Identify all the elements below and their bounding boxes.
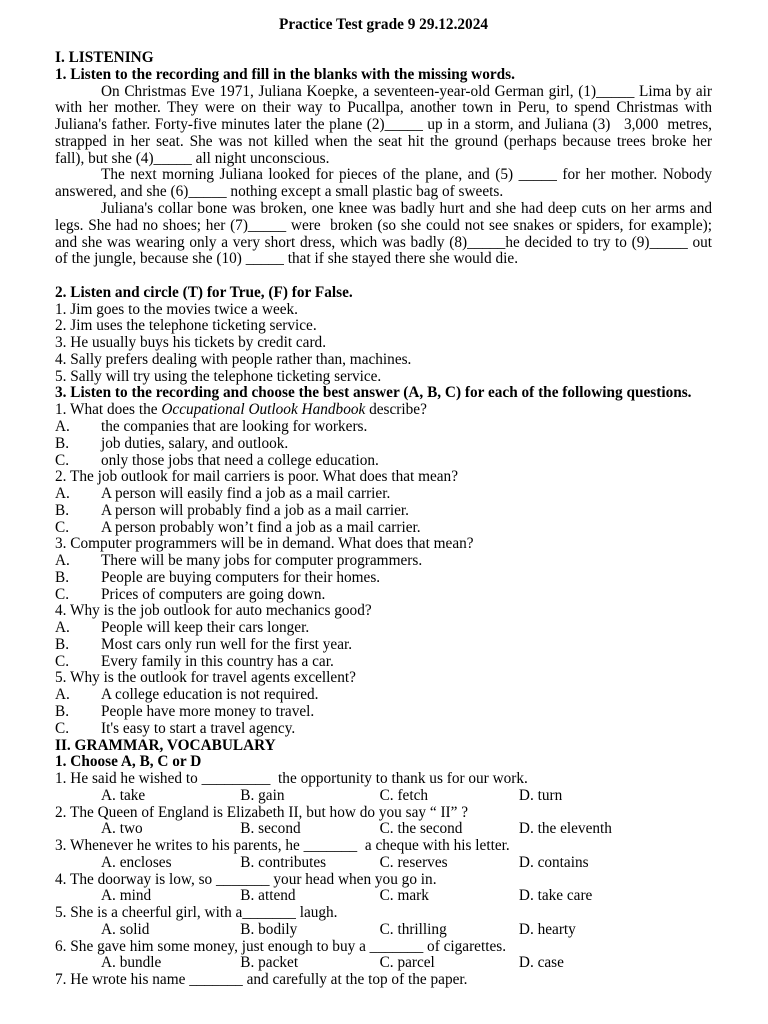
- option-text: Most cars only run well for the first year.: [101, 635, 353, 653]
- page-title: Practice Test grade 9 29.12.2024: [278, 15, 489, 33]
- option-b: B. gain: [240, 786, 285, 804]
- question-stem: 2. The job outlook for mail carriers is poor. What does that mean?: [55, 468, 458, 486]
- question-stem: 6. She gave him some money, just enough to buy a _______ of cigarettes.: [55, 937, 507, 955]
- option-label: A.: [55, 417, 70, 435]
- option-b: B. bodily: [240, 920, 298, 938]
- option-text: A person probably won’t find a job as a mail carrier.: [101, 518, 421, 536]
- question-stem: 1. He said he wished to _________ the opportunity to thank us for our work.: [55, 770, 528, 788]
- option-d: D. hearty: [518, 920, 576, 938]
- option-text: People are buying computers for their homes.: [101, 568, 381, 586]
- passage-paragraph: [55, 84, 712, 168]
- option-b: B. second: [240, 820, 301, 838]
- option-text: job duties, salary, and outlook.: [101, 434, 289, 452]
- paragraph-line: Juliana's father. Forty-five minutes later the plane (2)_____ up in a storm, and Juliana (3) 3,000 metres,: [55, 116, 712, 134]
- answer-option: [55, 436, 712, 453]
- option-label: B.: [55, 702, 70, 720]
- passage-paragraph: [55, 201, 712, 268]
- option-d: D. take care: [518, 887, 593, 905]
- options-row: [55, 821, 712, 838]
- option-c: C. reserves: [379, 853, 448, 871]
- answer-option: [55, 503, 712, 520]
- option-label: C.: [55, 585, 70, 603]
- options-row: [55, 788, 712, 805]
- option-a: A. encloses: [101, 853, 172, 871]
- option-label: B.: [55, 635, 70, 653]
- answer-option: [55, 553, 712, 570]
- option-label: C.: [55, 719, 70, 737]
- answer-option: [55, 721, 712, 738]
- paragraph-line: and she was wearing only a very short dress, which was badly (8)_____he decided to try to (9)_____ out: [55, 233, 712, 251]
- options-row: [55, 922, 712, 939]
- option-c: C. thrilling: [379, 920, 447, 938]
- option-text: There will be many jobs for computer programmers.: [101, 552, 423, 570]
- statement: 3. He usually buys his tickets by credit card.: [55, 334, 327, 352]
- option-text: It's easy to start a travel agency.: [101, 719, 296, 737]
- option-label: A.: [55, 552, 70, 570]
- option-text: A college education is not required.: [101, 686, 319, 704]
- statement: 4. Sally prefers dealing with people rather than, machines.: [55, 350, 412, 368]
- stem-text-end: describe?: [365, 401, 427, 419]
- answer-option: [55, 654, 712, 671]
- option-text: the companies that are looking for workers.: [101, 417, 368, 435]
- option-a: A. two: [101, 820, 143, 838]
- option-text: A person will easily find a job as a mail carrier.: [101, 485, 391, 503]
- option-d: D. turn: [518, 786, 563, 804]
- option-c: C. the second: [379, 820, 463, 838]
- question-stem: 4. The doorway is low, so _______ your head when you go in.: [55, 870, 437, 888]
- question-stem: 4. Why is the job outlook for auto mechanics good?: [55, 602, 372, 620]
- question-stem: [55, 402, 712, 419]
- option-a: A. mind: [101, 887, 152, 905]
- option-d: D. contains: [518, 853, 589, 871]
- options-row: [55, 955, 712, 972]
- option-label: B.: [55, 434, 70, 452]
- question-stem: 2. The Queen of England is Elizabeth II, but how do you say “ II” ?: [55, 803, 469, 821]
- option-label: C.: [55, 652, 70, 670]
- blank-line: [55, 33, 712, 50]
- option-text: People will keep their cars longer.: [101, 619, 310, 637]
- answer-option: [55, 486, 712, 503]
- statement: 2. Jim uses the telephone ticketing service.: [55, 317, 317, 335]
- section-heading-grammar: II. GRAMMAR, VOCABULARY: [55, 736, 276, 754]
- answer-option: [55, 570, 712, 587]
- option-b: B. contributes: [240, 853, 327, 871]
- option-c: C. mark: [379, 887, 429, 905]
- option-c: C. parcel: [379, 954, 435, 972]
- question-stem: 5. Why is the outlook for travel agents excellent?: [55, 669, 356, 687]
- paragraph-line: fall), but she (4)_____ all night unconscious.: [55, 149, 330, 167]
- option-label: C.: [55, 518, 70, 536]
- option-d: D. the eleventh: [518, 820, 612, 838]
- option-text: People have more money to travel.: [101, 702, 315, 720]
- statement: 1. Jim goes to the movies twice a week.: [55, 300, 298, 318]
- question-stem: 3. Computer programmers will be in demand. What does that mean?: [55, 535, 474, 553]
- option-label: B.: [55, 568, 70, 586]
- paragraph-line: strapped in her seat. She was not killed when the seat hit the ground (perhaps because trees broke her: [55, 132, 712, 150]
- answer-option: [55, 620, 712, 637]
- stem-text: 1. What does the: [55, 401, 162, 419]
- answer-option: [55, 419, 712, 436]
- option-b: B. attend: [240, 887, 296, 905]
- section-heading-listening: I. LISTENING: [55, 49, 154, 67]
- option-text: Prices of computers are going down.: [101, 585, 326, 603]
- question-stem: 7. He wrote his name _______ and carefully at the top of the paper.: [55, 971, 468, 989]
- answer-option: [55, 520, 712, 537]
- question-stem: 5. She is a cheerful girl, with a_______ laugh.: [55, 904, 338, 922]
- option-label: A.: [55, 485, 70, 503]
- option-label: B.: [55, 501, 70, 519]
- option-a: A. solid: [101, 920, 150, 938]
- book-title: Occupational Outlook Handbook: [161, 401, 366, 419]
- option-a: A. bundle: [101, 954, 162, 972]
- paragraph-line: legs. She had no shoes; her (7)_____ were broken (so she could not see snakes or spiders, for example);: [55, 216, 712, 234]
- options-row: [55, 855, 712, 872]
- paragraph-line: of the jungle, because she (10) _____ that if she stayed there she would die.: [55, 250, 519, 268]
- option-label: C.: [55, 451, 70, 469]
- answer-option: [55, 637, 712, 654]
- answer-option: [55, 587, 712, 604]
- option-d: D. case: [518, 954, 564, 972]
- answer-option: [55, 687, 712, 704]
- paragraph-line: Juliana's collar bone was broken, one knee was badly hurt and she had deep cuts on her arms and: [101, 200, 712, 218]
- task-instruction-choose: 1. Choose A, B, C or D: [55, 753, 202, 771]
- option-label: A.: [55, 686, 70, 704]
- paragraph-line: The next morning Juliana looked for pieces of the plane, and (5) _____ for her mother. Nobody: [101, 166, 712, 184]
- answer-option: [55, 453, 712, 470]
- paragraph-line: On Christmas Eve 1971, Juliana Koepke, a seventeen-year-old German girl, (1)_____ Lima by air: [101, 82, 712, 100]
- passage-paragraph: [55, 167, 712, 201]
- option-label: A.: [55, 619, 70, 637]
- paragraph-line: with her mother. They were on their way to Pucallpa, another town in Peru, to spend Christmas with: [55, 99, 712, 117]
- paragraph-line: answered, and she (6)_____ nothing except a small plastic bag of sweets.: [55, 183, 504, 201]
- option-a: A. take: [101, 786, 146, 804]
- task-instruction-multiple-choice: 3. Listen to the recording and choose the best answer (A, B, C) for each of the following questions.: [55, 384, 692, 402]
- options-row: [55, 888, 712, 905]
- option-c: C. fetch: [379, 786, 429, 804]
- option-text: only those jobs that need a college education.: [101, 451, 379, 469]
- option-text: A person will probably find a job as a mail carrier.: [101, 501, 409, 519]
- task-instruction-fill-blanks: 1. Listen to the recording and fill in the blanks with the missing words.: [55, 65, 515, 83]
- option-text: Every family in this country has a car.: [101, 652, 334, 670]
- statement: 5. Sally will try using the telephone ticketing service.: [55, 367, 382, 385]
- task-instruction-true-false: 2. Listen and circle (T) for True, (F) for False.: [55, 283, 353, 301]
- question-stem: 3. Whenever he writes to his parents, he _______ a cheque with his letter.: [55, 837, 510, 855]
- option-b: B. packet: [240, 954, 299, 972]
- answer-option: [55, 704, 712, 721]
- blank-line: [55, 268, 712, 285]
